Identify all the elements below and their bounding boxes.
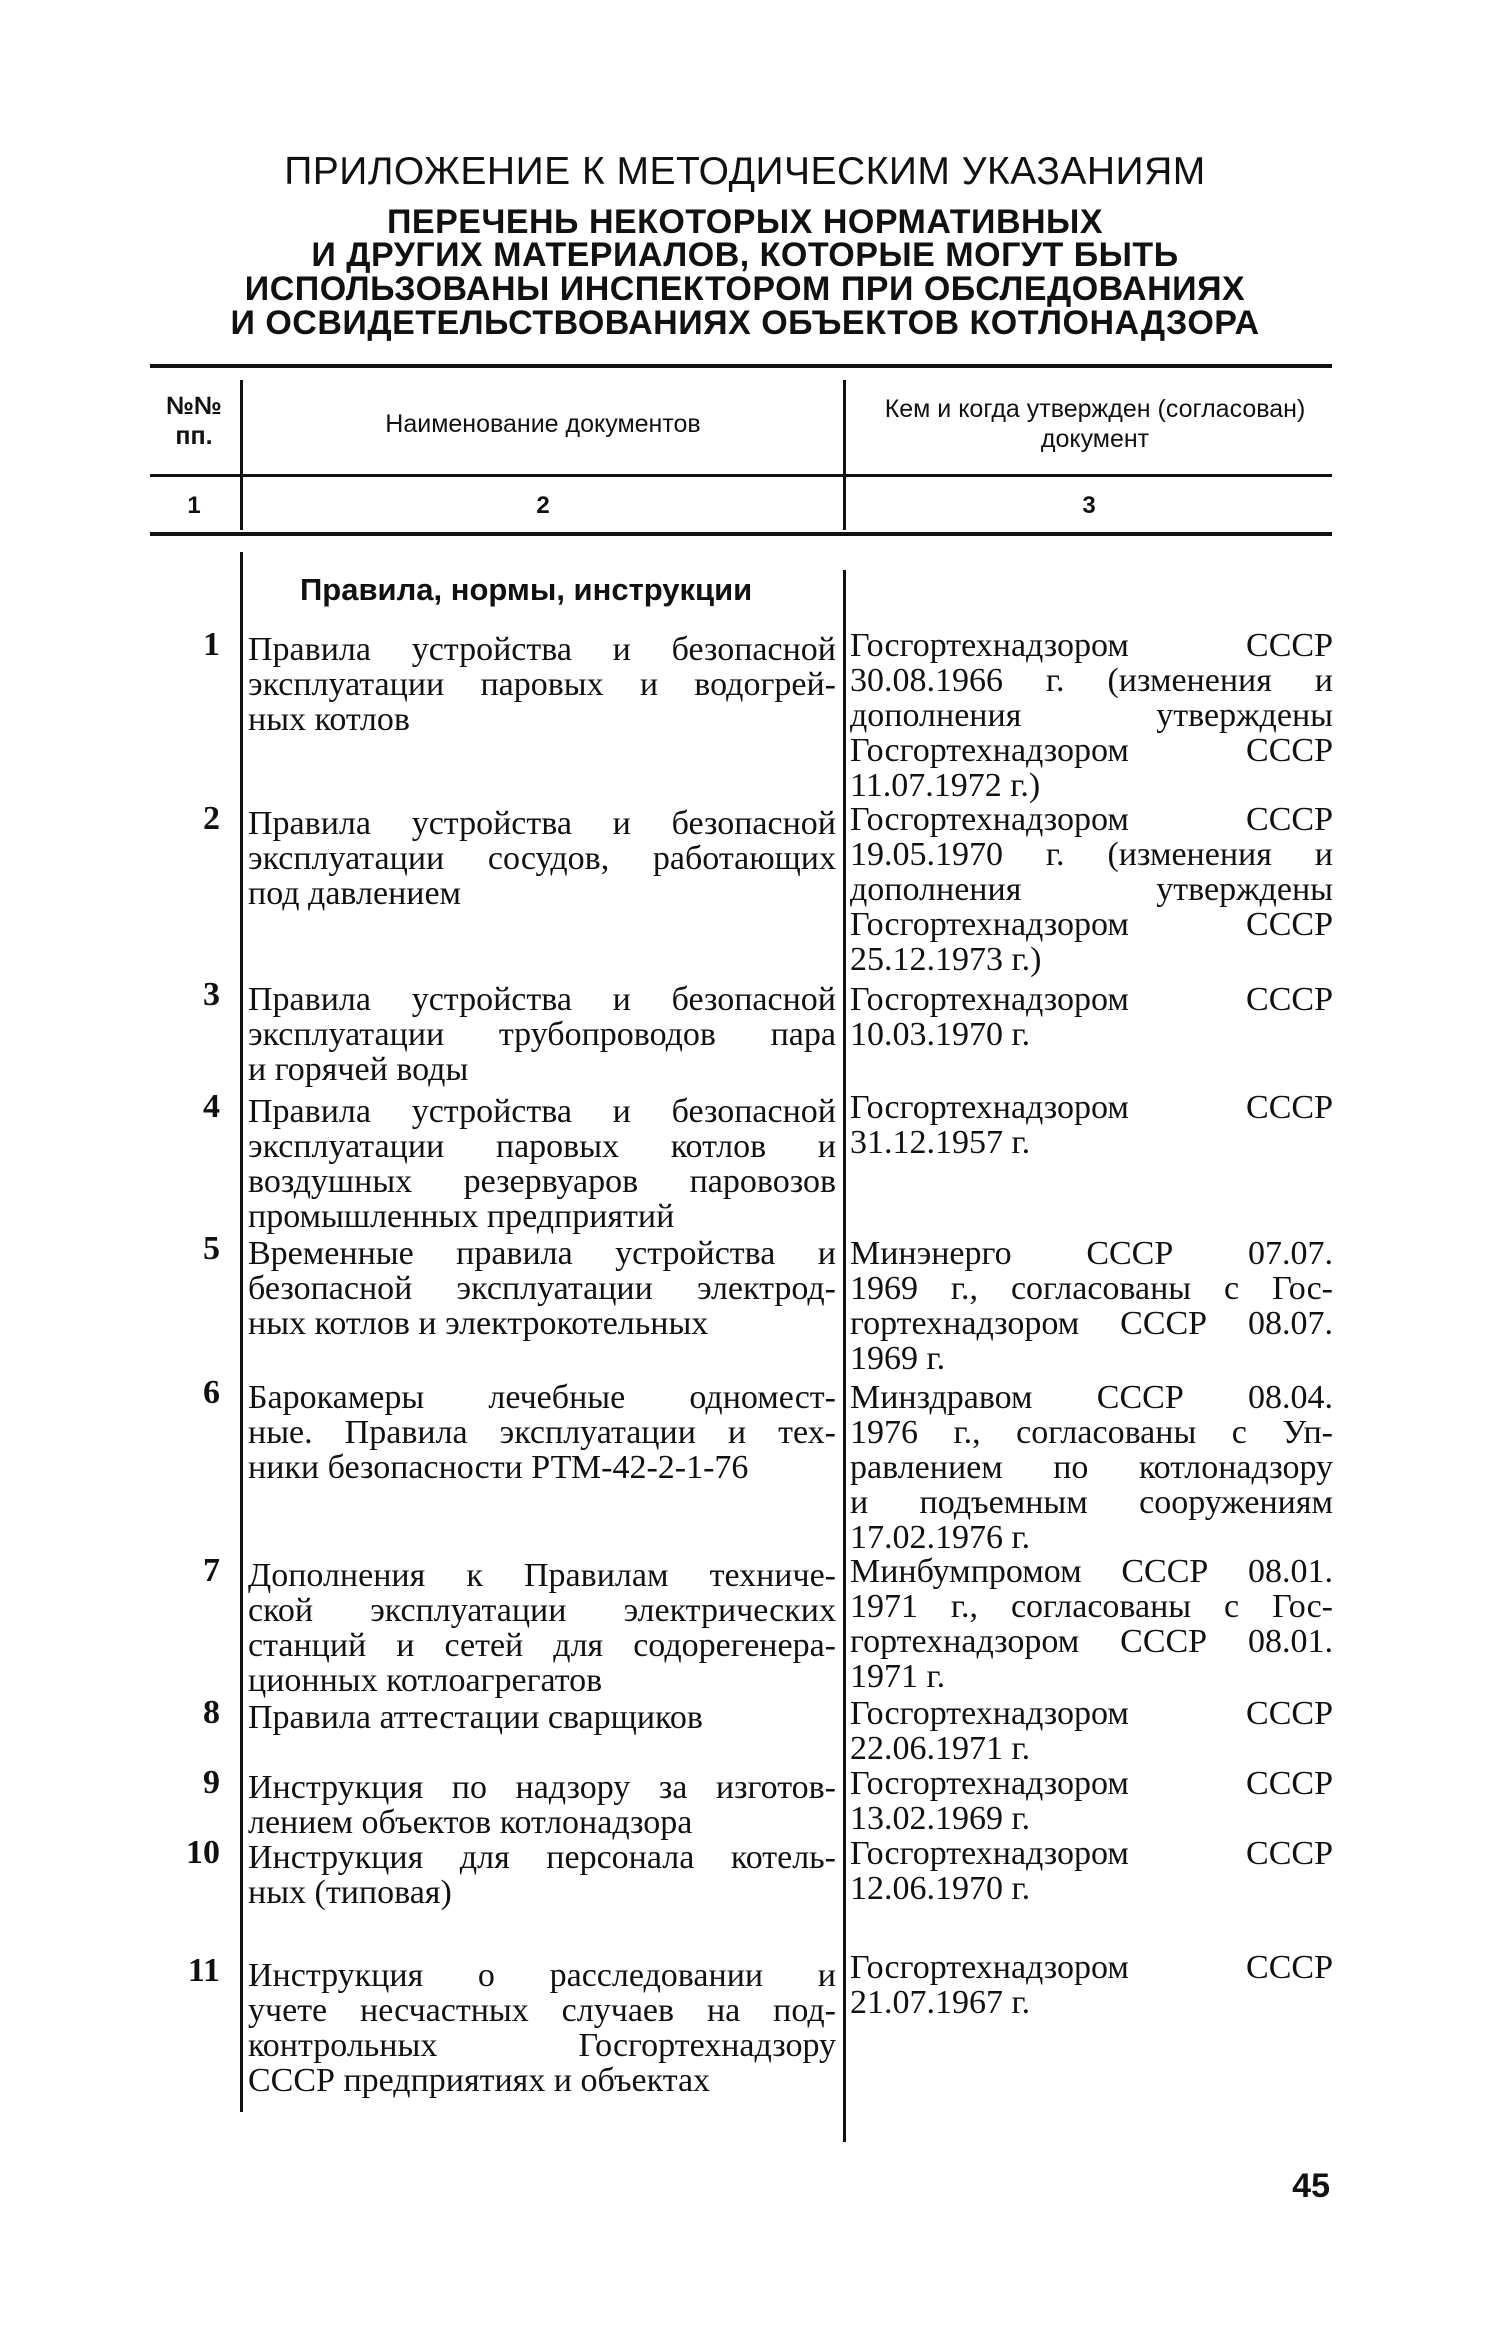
document-name-line: учете несчастных случаев на под-: [248, 1992, 836, 2029]
approval-authority: [850, 1554, 1333, 1694]
approval-authority-line: гортехнадзором СССР 08.07.: [850, 1305, 1333, 1342]
row-number: 11: [187, 1952, 220, 1989]
column-divider: [240, 552, 243, 2112]
document-name: [248, 632, 836, 737]
document-name-line: ники безопасности РТМ-42-2-1-76: [248, 1449, 749, 1486]
document-name-line: ных (типовая): [248, 1874, 452, 1911]
document-name-line: Временные правила устройства и: [248, 1235, 836, 1272]
document-name: [248, 1236, 836, 1341]
document-name-line: безопасной эксплуатации электрод-: [248, 1270, 836, 1307]
row-number: 4: [203, 1088, 220, 1125]
approval-authority-line: Госгортехнадзором СССР: [850, 981, 1333, 1018]
approval-authority-line: и подъемным сооружениям: [850, 1484, 1333, 1521]
document-name-line: ционных котлоагрегатов: [248, 1662, 603, 1699]
list-title-line: ИСПОЛЬЗОВАНЫ ИНСПЕКТОРОМ ПРИ ОБСЛЕДОВАНИЯХ: [244, 270, 1246, 308]
document-name-line: и горячей воды: [248, 1051, 469, 1088]
document-name-line: Инструкция по надзору за изготов-: [248, 1769, 836, 1806]
approval-authority-line: 1969 г.: [850, 1340, 946, 1377]
document-name-line: Правила устройства и безопасной: [248, 631, 836, 668]
row-number: 7: [203, 1552, 220, 1589]
approval-authority: [850, 1380, 1333, 1555]
approval-authority-line: дополнения утверждены: [850, 697, 1333, 734]
approval-authority-line: 10.03.1970 г.: [850, 1016, 1031, 1053]
document-name-line: станций и сетей для содорегенера-: [248, 1627, 836, 1664]
approval-authority: [850, 1236, 1333, 1376]
approval-authority-line: Госгортехнадзором СССР: [850, 801, 1333, 838]
section-title: Правила, нормы, инструкции: [300, 572, 753, 607]
approval-authority-line: 19.05.1970 г. (изменения и: [850, 836, 1333, 873]
document-name: [248, 1770, 836, 1840]
list-title-line: И ОСВИДЕТЕЛЬСТВОВАНИЯХ ОБЪЕКТОВ КОТЛОНАДЗОРА: [230, 304, 1260, 342]
document-name-line: эксплуатации паровых и водогрей-: [248, 666, 836, 703]
header-divider-rule: [150, 474, 1332, 477]
approval-authority-line: Госгортехнадзором СССР: [850, 1089, 1333, 1126]
col-header-name: Наименование документов: [385, 410, 701, 438]
approval-authority-line: 22.06.1971 г.: [850, 1730, 1031, 1767]
approval-authority-line: равлением по котлонадзору: [850, 1449, 1333, 1486]
approval-authority-line: 21.07.1967 г.: [850, 1984, 1031, 2021]
column-divider: [240, 380, 243, 530]
row-number: 3: [203, 976, 220, 1013]
approval-authority-line: 1971 г., согласованы с Гос-: [850, 1588, 1333, 1625]
document-name: [248, 1700, 836, 1735]
document-name-line: ных котлов: [248, 701, 410, 738]
table-top-rule: [150, 364, 1332, 368]
document-name-line: ской эксплуатации электрических: [248, 1592, 836, 1629]
approval-authority-line: Госгортехнадзором СССР: [850, 1765, 1333, 1802]
approval-authority-line: 30.08.1966 г. (изменения и: [850, 662, 1333, 699]
document-name-line: контрольных Госгортехнадзору: [248, 2027, 836, 2064]
approval-authority: [850, 982, 1333, 1052]
approval-authority: [850, 628, 1333, 803]
document-name-line: Правила аттестации сварщиков: [248, 1699, 703, 1736]
document-name: [248, 1094, 836, 1234]
appendix-title: ПРИЛОЖЕНИЕ К МЕТОДИЧЕСКИМ УКАЗАНИЯМ: [284, 150, 1206, 193]
row-number: 2: [203, 800, 220, 837]
approval-authority-line: 31.12.1957 г.: [850, 1124, 1031, 1161]
approval-authority: [850, 802, 1333, 977]
approval-authority-line: Минэнерго СССР 07.07.: [850, 1235, 1333, 1272]
approval-authority: [850, 1766, 1333, 1836]
row-number: 5: [203, 1230, 220, 1267]
approval-authority-line: Госгортехнадзором СССР: [850, 1695, 1333, 1732]
column-divider: [843, 570, 846, 2142]
approval-authority: [850, 1090, 1333, 1160]
approval-authority-line: гортехнадзором СССР 08.01.: [850, 1623, 1333, 1660]
document-name-line: ных котлов и электрокотельных: [248, 1305, 709, 1342]
approval-authority: [850, 1836, 1333, 1906]
approval-authority-line: Госгортехнадзором СССР: [850, 906, 1333, 943]
col-number: 2: [536, 492, 550, 519]
approval-authority-line: 1976 г., согласованы с Уп-: [850, 1414, 1333, 1451]
approval-authority-line: 13.02.1969 г.: [850, 1800, 1031, 1837]
col-number: 3: [1082, 492, 1096, 519]
list-title-line: ПЕРЕЧЕНЬ НЕКОТОРЫХ НОРМАТИВНЫХ: [386, 203, 1104, 241]
approval-authority: [850, 1696, 1333, 1766]
approval-authority-line: 1971 г.: [850, 1658, 946, 1695]
document-name-line: под давлением: [248, 875, 462, 912]
approval-authority-line: 1969 г., согласованы с Гос-: [850, 1270, 1333, 1307]
document-name-line: Правила устройства и безопасной: [248, 1093, 836, 1130]
document-name: [248, 1958, 836, 2098]
approval-authority-line: 25.12.1973 г.): [850, 941, 1042, 978]
document-name-line: СССР предприятиях и объектах: [248, 2062, 711, 2099]
document-name-line: Правила устройства и безопасной: [248, 981, 836, 1018]
document-name: [248, 1558, 836, 1698]
approval-authority-line: Госгортехнадзором СССР: [850, 1835, 1333, 1872]
document-name-line: эксплуатации трубопроводов пара: [248, 1016, 836, 1053]
col-number: 1: [187, 492, 201, 519]
document-name-line: эксплуатации сосудов, работающих: [248, 840, 836, 877]
document-name-line: Инструкция о расследовании и: [248, 1957, 836, 1994]
document-name-line: Правила устройства и безопасной: [248, 805, 836, 842]
document-name: [248, 1380, 836, 1485]
approval-authority-line: 12.06.1970 г.: [850, 1870, 1031, 1907]
approval-authority-line: Госгортехнадзором СССР: [850, 732, 1333, 769]
document-name-line: ные. Правила эксплуатации и тех-: [248, 1414, 836, 1451]
row-number: 6: [203, 1374, 220, 1411]
header-bottom-rule: [150, 532, 1332, 536]
col-header-authority: Кем и когда утвержден (согласован) документ: [884, 395, 1306, 453]
document-name: [248, 1840, 836, 1910]
row-number: 9: [203, 1764, 220, 1801]
document-name: [248, 982, 836, 1087]
approval-authority-line: Минбумпромом СССР 08.01.: [850, 1553, 1333, 1590]
document-name-line: Инструкция для персонала котель-: [248, 1839, 836, 1876]
list-title-line: И ДРУГИХ МАТЕРИАЛОВ, КОТОРЫЕ МОГУТ БЫТЬ: [311, 236, 1179, 274]
document-name-line: лением объектов котлонадзора: [248, 1804, 693, 1841]
col-header-number: №№ пп.: [166, 392, 222, 450]
approval-authority-line: дополнения утверждены: [850, 871, 1333, 908]
document-name-line: воздушных резервуаров паровозов: [248, 1163, 836, 1200]
document-name: [248, 806, 836, 911]
row-number: 1: [203, 626, 220, 663]
row-number: 8: [203, 1694, 220, 1731]
approval-authority: [850, 1950, 1333, 2020]
approval-authority-line: Госгортехнадзором СССР: [850, 627, 1333, 664]
document-name-line: промышленных предприятий: [248, 1198, 675, 1235]
approval-authority-line: Минздравом СССР 08.04.: [850, 1379, 1333, 1416]
row-number: 10: [186, 1834, 220, 1871]
document-name-line: эксплуатации паровых котлов и: [248, 1128, 836, 1165]
approval-authority-line: 17.02.1976 г.: [850, 1519, 1031, 1556]
approval-authority-line: 11.07.1972 г.): [850, 767, 1041, 804]
page-number: 45: [1292, 2167, 1330, 2205]
document-name-line: Барокамеры лечебные одномест-: [248, 1379, 836, 1416]
approval-authority-line: Госгортехнадзором СССР: [850, 1949, 1333, 1986]
document-name-line: Дополнения к Правилам техниче-: [248, 1557, 836, 1594]
